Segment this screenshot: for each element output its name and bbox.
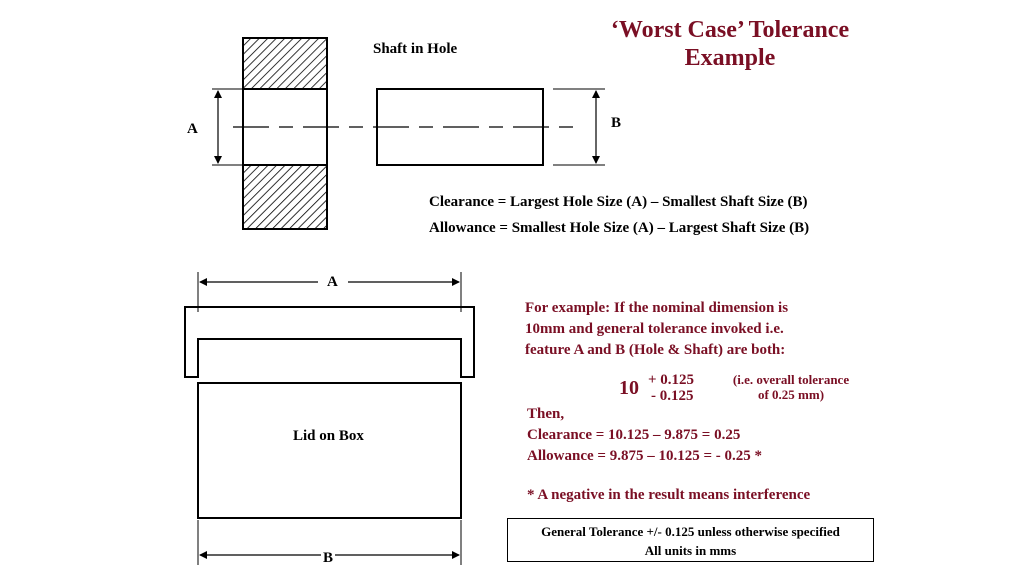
overall-tolerance-note: [723, 372, 859, 402]
lid-on-box-caption: Lid on Box: [293, 428, 364, 444]
overall-tolerance-line-2: of 0.25 mm): [757, 387, 825, 402]
calculation-block: [527, 404, 762, 467]
label-b-shaft: B: [611, 115, 622, 131]
example-intro-line-2: 10mm and general tolerance invoked i.e.: [525, 321, 784, 337]
label-a-lid: A: [327, 274, 338, 290]
nominal-value: 10: [619, 377, 639, 399]
note-line-1: General Tolerance +/- 0.125 unless otherwise specified: [541, 524, 840, 539]
label-a-hole: A: [187, 121, 198, 137]
then-label: Then,: [527, 406, 565, 422]
hole-wall-top: [243, 38, 327, 89]
clearance-definition: Clearance = Largest Hole Size (A) – Smallest Shaft Size (B): [429, 194, 808, 210]
lower-tolerance: - 0.125: [651, 388, 694, 404]
allowance-calculation: Allowance = 9.875 – 10.125 = - 0.25 *: [527, 448, 762, 464]
general-tolerance-note: [507, 518, 874, 562]
example-intro-line-3: feature A and B (Hole & Shaft) are both:: [525, 342, 786, 358]
shaft-in-hole-caption: Shaft in Hole: [373, 41, 458, 57]
hole-section: [243, 38, 327, 229]
title-line-1: ‘Worst Case’ Tolerance: [610, 17, 850, 43]
example-intro: [525, 298, 788, 361]
box: [198, 383, 461, 518]
example-intro-line-1: For example: If the nominal dimension is: [525, 300, 789, 316]
overall-tolerance-line-1: (i.e. overall tolerance: [732, 372, 850, 387]
allowance-definition: Allowance = Smallest Hole Size (A) – Largest Shaft Size (B): [429, 220, 810, 236]
label-b-box: B: [323, 550, 334, 566]
lid: [185, 307, 474, 377]
note-line-2: All units in mms: [644, 543, 737, 558]
upper-tolerance: + 0.125: [648, 372, 695, 388]
title-line-2: Example: [684, 45, 776, 71]
clearance-calculation: Clearance = 10.125 – 9.875 = 0.25: [527, 427, 741, 443]
slide-title: [560, 16, 900, 72]
hole-wall-bottom: [243, 165, 327, 229]
interference-footnote: * A negative in the result means interference: [527, 487, 811, 503]
